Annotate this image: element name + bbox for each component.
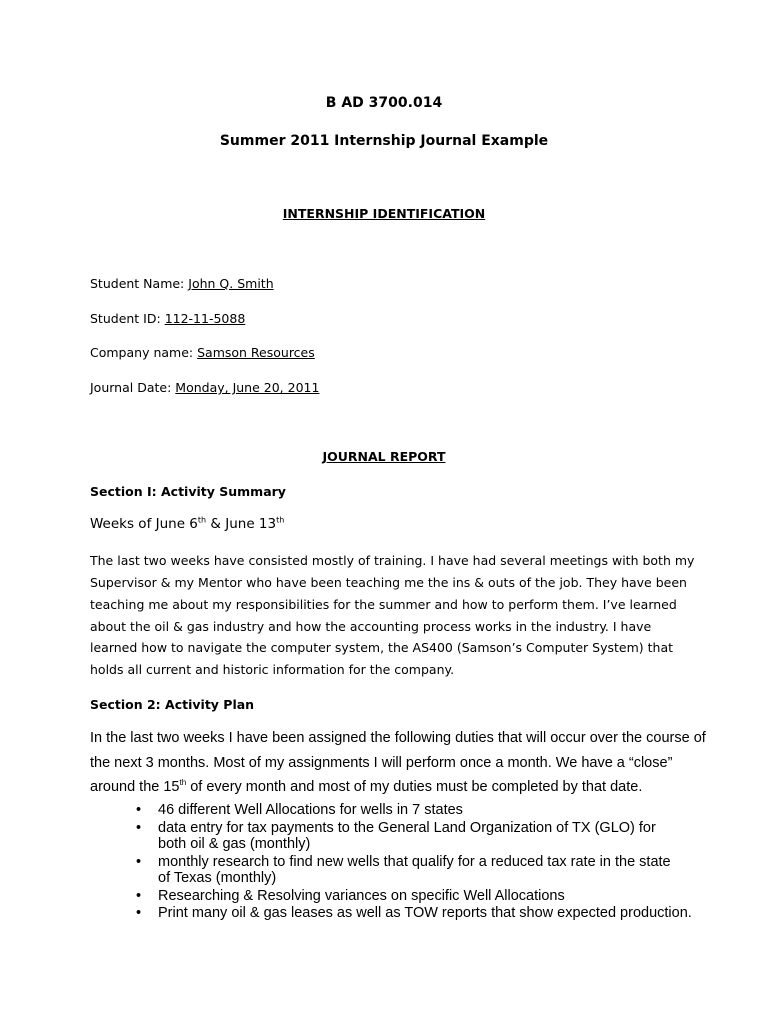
weeks-mid: & June 13 xyxy=(206,516,277,532)
summary-line: Supervisor & my Mentor who have been teaching me the ins & outs of the job. They have been xyxy=(90,575,687,590)
identification-heading: INTERNSHIP IDENTIFICATION xyxy=(282,206,486,221)
company-value: Samson Resources xyxy=(197,345,315,360)
list-item: • 46 different Well Allocations for wells in 7 states xyxy=(136,802,463,818)
plan-line3-sup: th xyxy=(179,778,187,788)
weeks-line xyxy=(90,516,284,532)
bullet-icon: • xyxy=(136,802,142,818)
summary-line: holds all current and historic information for the company. xyxy=(90,662,455,677)
weeks-prefix: Weeks of June 6 xyxy=(90,516,198,532)
summary-line: about the oil & gas industry and how the accounting process works in the industry. I have xyxy=(90,619,652,634)
weeks-sup-1: th xyxy=(197,515,207,525)
student-id-value: 112-11-5088 xyxy=(164,311,246,326)
company-field xyxy=(90,345,315,360)
weeks-sup-2: th xyxy=(276,515,285,525)
student-name-field xyxy=(90,276,274,291)
course-code: B AD 3700.014 xyxy=(325,95,443,111)
journal-date-value: Monday, June 20, 2011 xyxy=(175,380,320,395)
duties-list xyxy=(136,802,696,923)
student-name-value: John Q. Smith xyxy=(188,276,274,291)
plan-line3-suffix: of every month and most of my duties must be completed by that date. xyxy=(186,779,643,795)
summary-line: teaching me about my responsibilities for the summer and how to perform them. I’ve learned xyxy=(90,597,677,612)
section1-title: Section I: Activity Summary xyxy=(90,484,286,499)
student-id-field xyxy=(90,311,245,326)
journal-date-field xyxy=(90,380,319,395)
bullet-icon: • xyxy=(136,853,142,870)
journal-report-heading: JOURNAL REPORT xyxy=(322,449,446,464)
journal-date-label: Journal Date: xyxy=(90,380,172,395)
plan-line: In the last two weeks I have been assigned the following duties that will occur over the course of xyxy=(90,730,706,746)
bullet-icon: • xyxy=(136,819,142,836)
student-id-label: Student ID: xyxy=(90,311,161,326)
section2-title: Section 2: Activity Plan xyxy=(90,697,255,712)
bullet-icon: • xyxy=(136,887,142,904)
summary-line: learned how to navigate the computer system, the AS400 (Samson’s Computer System) that xyxy=(90,640,674,655)
company-label: Company name: xyxy=(90,345,194,360)
list-item: • monthly research to find new wells that qualify for a reduced tax rate in the state of Texas (monthly) xyxy=(136,853,671,886)
document-title: Summer 2011 Internship Journal Example xyxy=(219,133,549,149)
summary-line: The last two weeks have consisted mostly of training. I have had several meetings with both my xyxy=(90,553,695,568)
student-name-label: Student Name: xyxy=(90,276,185,291)
plan-line3-prefix: around the 15 xyxy=(90,779,180,795)
plan-line xyxy=(90,779,642,795)
list-item: • Researching & Resolving variances on specific Well Allocations xyxy=(136,887,565,904)
bullet-icon: • xyxy=(136,905,142,921)
list-item: • Print many oil & gas leases as well as TOW reports that show expected production. xyxy=(136,905,692,921)
list-item: • data entry for tax payments to the General Land Organization of TX (GLO) for both oil & gas (monthly) xyxy=(136,819,656,852)
plan-line: the next 3 months. Most of my assignments I will perform once a month. We have a “close” xyxy=(90,755,673,771)
